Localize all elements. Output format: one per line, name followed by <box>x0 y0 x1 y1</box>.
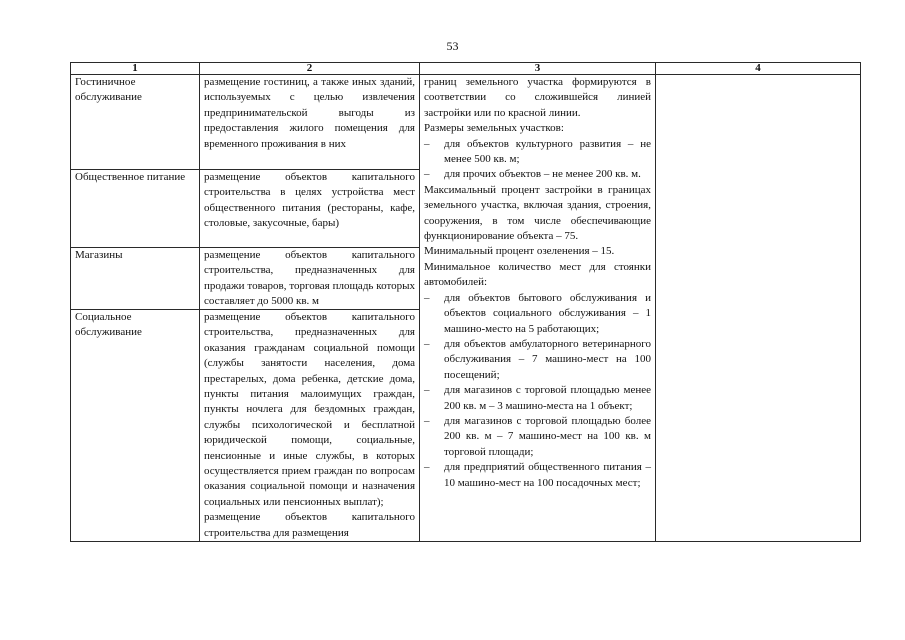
dash-marker: – <box>424 384 430 397</box>
dash-marker: – <box>424 137 430 150</box>
list-item: – для магазинов с торговой площадью менее 200 кв. м – 3 машино-места на 1 объект; <box>424 384 651 412</box>
param-sizes-title: Размеры земельных участков: <box>424 122 564 135</box>
use-name-shops-block <box>71 248 199 310</box>
list-item: – для объектов амбулаторного ветеринарного обслуживания – 7 машино-мест на 100 посещений; <box>424 337 651 381</box>
dash-marker: – <box>424 414 430 427</box>
header-col-4: 4 <box>656 63 861 75</box>
parameters-cell <box>420 75 656 542</box>
description-shops-block <box>200 248 419 310</box>
use-name-social-block <box>71 310 199 341</box>
description-social-cont: размещение объектов капитального строительства для размещения <box>204 511 415 539</box>
column-4-cell <box>656 75 861 542</box>
param-min-greenery: Минимальный процент озеленения – 15. <box>424 245 615 258</box>
table-body-row <box>71 75 861 542</box>
header-col-2: 2 <box>200 63 420 75</box>
table-header-row <box>71 63 861 75</box>
use-name-hotel: Гостиничное обслуживание <box>75 76 142 104</box>
description-social: размещение объектов капитального строительства, предназначенных для оказания гражданам социальной помощи (службы занятости населения, дома престарелых, дома ребенка, детские дома, пункты питания малоимущих граждан, пункты ночлега для бездомных граждан, службы психологической и бесплатной юридической помощи, социальные, пенсионные и иные службы, в которых осуществляется прием граждан по вопросам оказания социальной помощи и назначения социальных или пенсионных выплат); <box>204 311 415 508</box>
list-item: – для объектов бытового обслуживания и объектов социального обслуживания – 1 машино-место на 5 работающих; <box>424 291 651 335</box>
dash-marker: – <box>424 337 430 350</box>
dash-marker: – <box>424 461 430 474</box>
param-max-coverage: Максимальный процент застройки в границах земельного участка, включая здания, строения, сооружения, в том числе обеспечивающие функционирование объекта – 75. <box>424 183 651 243</box>
dash-marker: – <box>424 291 430 304</box>
sizes-list <box>424 137 651 183</box>
param-parking-title: Минимальное количество мест для стоянки автомобилей: <box>424 260 651 289</box>
list-item: – для магазинов с торговой площадью более 200 кв. м – 7 машино-мест на 100 кв. м торговой площади; <box>424 414 651 458</box>
list-item: – для объектов культурного развития – не менее 500 кв. м; <box>424 137 651 166</box>
description-catering-block <box>200 170 419 248</box>
use-name-shops: Магазины <box>75 249 123 261</box>
header-col-3: 3 <box>420 63 656 75</box>
description-shops: размещение объектов капитального строительства, предназначенных для продажи товаров, торговая площадь которых составляет до 5000 кв. м <box>204 249 415 308</box>
description-catering: размещение объектов капитального строительства в целях устройства мест общественного питания (рестораны, кафе, столовые, закусочные, бары) <box>204 171 415 230</box>
parking-list <box>424 291 651 491</box>
use-descriptions-cell <box>200 75 420 542</box>
use-name-hotel-block <box>71 75 199 170</box>
dash-marker: – <box>424 168 430 181</box>
description-social-block <box>200 310 419 541</box>
description-hotel-block <box>200 75 419 170</box>
list-item: – для прочих объектов – не менее 200 кв. м. <box>424 167 651 182</box>
list-item: – для предприятий общественного питания – 10 машино-мест на 100 посадочных мест; <box>424 461 651 489</box>
use-names-cell <box>71 75 200 542</box>
regulations-table <box>70 62 861 542</box>
header-col-1: 1 <box>71 63 200 75</box>
use-name-catering: Общественное питание <box>75 171 186 183</box>
use-name-social: Социальное обслуживание <box>75 311 142 339</box>
description-hotel: размещение гостиниц, а также иных зданий, используемых с целью извлечения предпринимательской выгоды из предоставления жилого помещения для временного проживания в них <box>204 76 415 150</box>
param-boundaries: границ земельного участка формируются в соответствии со сложившейся линией застройки или по красной линии. <box>424 76 651 119</box>
page-number: 53 <box>446 39 459 53</box>
use-name-catering-block <box>71 170 199 248</box>
